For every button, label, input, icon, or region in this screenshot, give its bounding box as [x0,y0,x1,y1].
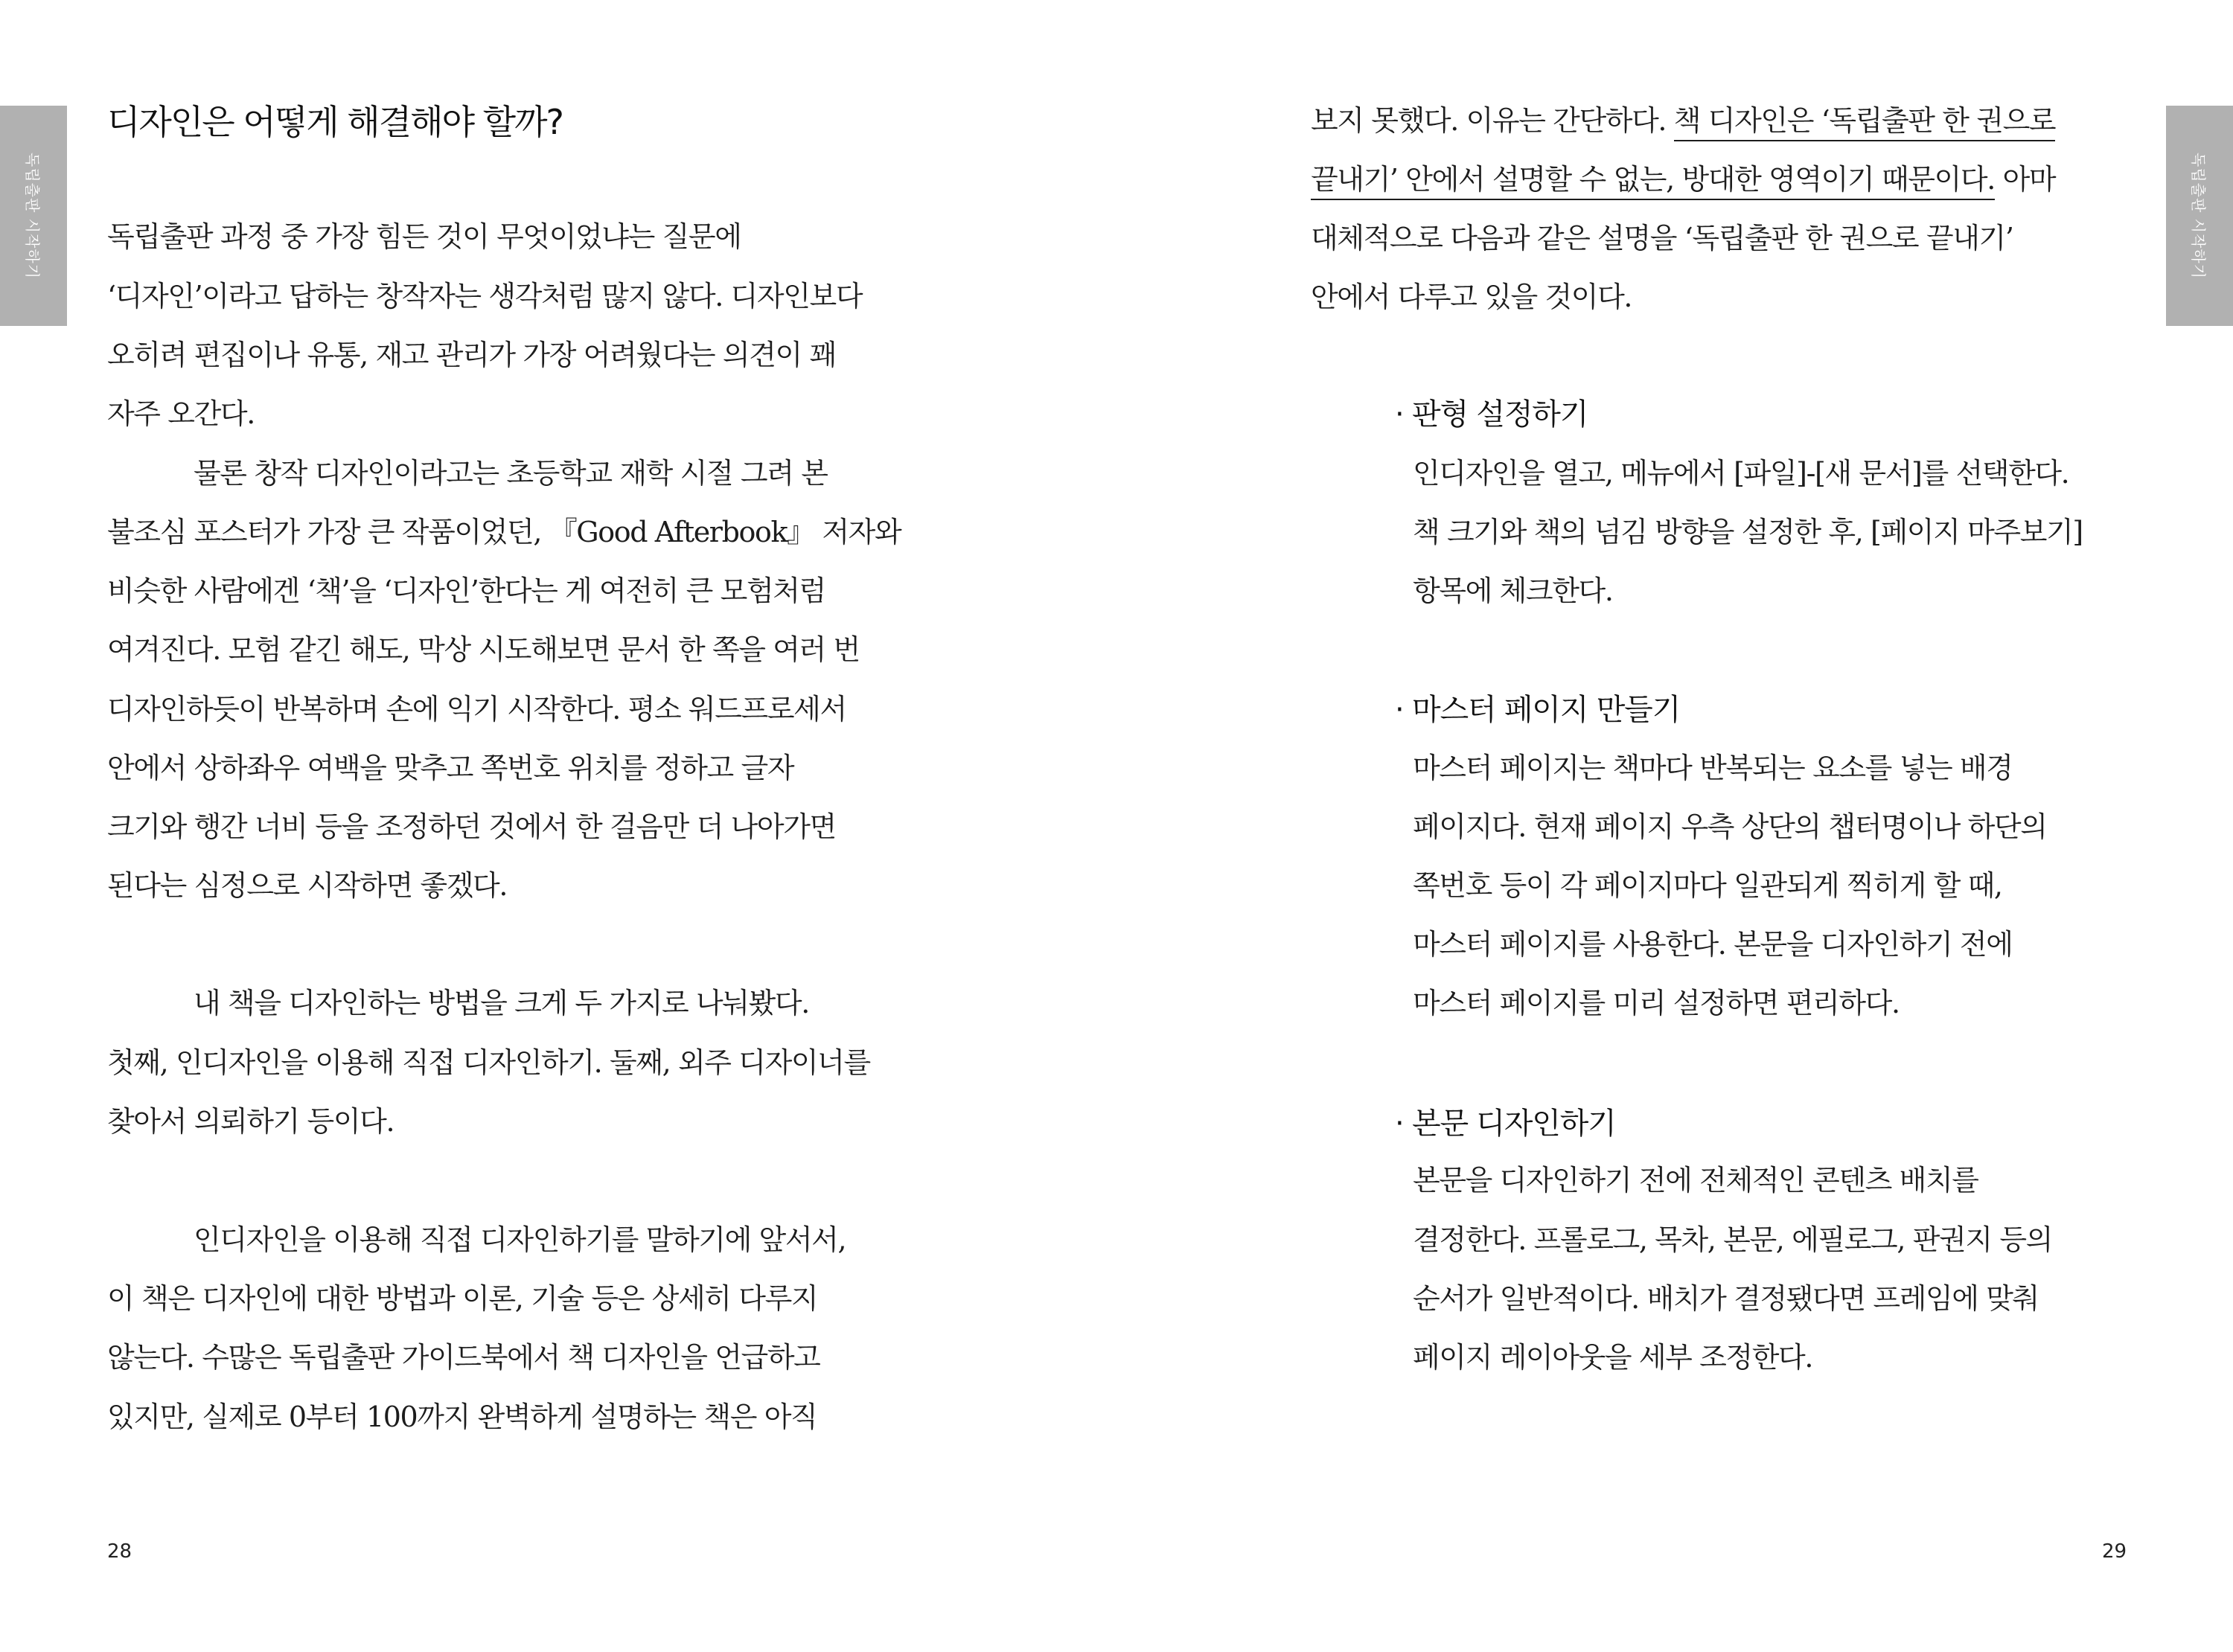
body-line: 안에서 상하좌우 여백을 맞추고 쪽번호 위치를 정하고 글자 [107,752,794,784]
body-line: 인디자인을 이용해 직접 디자인하기를 말하기에 앞서서, [194,1223,846,1256]
side-tab-label: 독립출판 시작하기 [2189,153,2208,279]
underlined-text: 책 디자인은 ‘독립출판 한 권으로 [1674,104,2055,141]
body-line: 자주 오간다. [107,397,255,430]
body-line: 마스터 페이지는 책마다 반복되는 요소를 넣는 배경 [1413,752,2013,784]
body-line: 여겨진다. 모험 같긴 해도, 막상 시도해보면 문서 한 쪽을 여러 번 [107,633,860,666]
body-line: 항목에 체크한다. [1413,574,1613,607]
body-line: 오히려 편집이나 유통, 재고 관리가 가장 어려웠다는 의견이 꽤 [107,339,836,371]
body-line: 순서가 일반적이다. 배치가 결정됐다면 프레임에 맞춰 [1413,1282,2039,1315]
body-line: 독립출판 과정 중 가장 힘든 것이 무엇이었냐는 질문에 [107,220,741,253]
body-line: 된다는 심정으로 시작하면 좋겠다. [107,869,508,902]
section-title-body: · 본문 디자인하기 [1395,1107,1616,1141]
body-line: 있지만, 실제로 0부터 100까지 완벽하게 설명하는 책은 아직 [107,1400,817,1433]
body-line: 이 책은 디자인에 대한 방법과 이론, 기술 등은 상세히 다루지 [107,1282,818,1315]
body-line: 내 책을 디자인하는 방법을 크게 두 가지로 나눠봤다. [194,987,809,1019]
body-text: 보지 못했다. 이유는 간단하다. [1311,104,1674,137]
body-line: 첫째, 인디자인을 이용해 직접 디자인하기. 둘째, 외주 디자이너를 [107,1046,870,1079]
body-line: 크기와 행간 너비 등을 조정하던 것에서 한 걸음만 더 나아가면 [107,810,836,843]
body-text: 아마 [1994,163,2056,196]
section-title-format: · 판형 설정하기 [1395,397,1588,432]
body-line: ‘디자인’이라고 답하는 창작자는 생각처럼 많지 않다. 디자인보다 [107,280,863,313]
left-page [0,0,1116,1652]
body-line: 대체적으로 다음과 같은 설명을 ‘독립출판 한 권으로 끝내기’ [1311,222,2013,254]
body-line: 인디자인을 열고, 메뉴에서 [파일]-[새 문서]를 선택한다. [1413,457,2069,490]
body-line [1311,100,2055,141]
body-line: 찾아서 의뢰하기 등이다. [107,1105,394,1138]
body-line: 마스터 페이지를 사용한다. 본문을 디자인하기 전에 [1413,928,2013,961]
right-side-tab [2166,106,2233,326]
section-title-master: · 마스터 페이지 만들기 [1395,693,1681,727]
right-page [1116,0,2233,1652]
body-line: 안에서 다루고 있을 것이다. [1311,281,1632,313]
body-line: 않는다. 수많은 독립출판 가이드북에서 책 디자인을 언급하고 [107,1341,820,1374]
side-tab-label: 독립출판 시작하기 [23,153,42,279]
body-line: 쪽번호 등이 각 페이지마다 일관되게 찍히게 할 때, [1413,869,2002,902]
body-line: 책 크기와 책의 넘김 방향을 설정한 후, [페이지 마주보기] [1413,516,2083,548]
page-number: 28 [107,1540,132,1563]
body-line: 페이지다. 현재 페이지 우측 상단의 챕터명이나 하단의 [1413,810,2047,843]
body-line: 불조심 포스터가 가장 큰 작품이었던, 『Good Afterbook』 저자와 [107,516,901,548]
body-line: 디자인하듯이 반복하며 손에 익기 시작한다. 평소 워드프로세서 [107,693,846,726]
body-line: 페이지 레이아웃을 세부 조정한다. [1413,1341,1813,1374]
body-line: 마스터 페이지를 미리 설정하면 편리하다. [1413,987,1900,1019]
underlined-text: 끝내기’ 안에서 설명할 수 없는, 방대한 영역이기 때문이다. [1311,163,1995,200]
body-line: 본문을 디자인하기 전에 전체적인 콘텐츠 배치를 [1413,1164,1978,1197]
body-line [1311,159,2055,200]
body-line: 결정한다. 프롤로그, 목차, 본문, 에필로그, 판권지 등의 [1413,1223,2052,1256]
page-number: 29 [2102,1540,2127,1563]
left-side-tab [0,106,67,326]
body-line: 비슷한 사람에겐 ‘책’을 ‘디자인’한다는 게 여전히 큰 모험처럼 [107,574,825,607]
chapter-heading: 디자인은 어떻게 해결해야 할까? [107,102,563,142]
body-line: 물론 창작 디자인이라고는 초등학교 재학 시절 그려 본 [194,457,828,490]
